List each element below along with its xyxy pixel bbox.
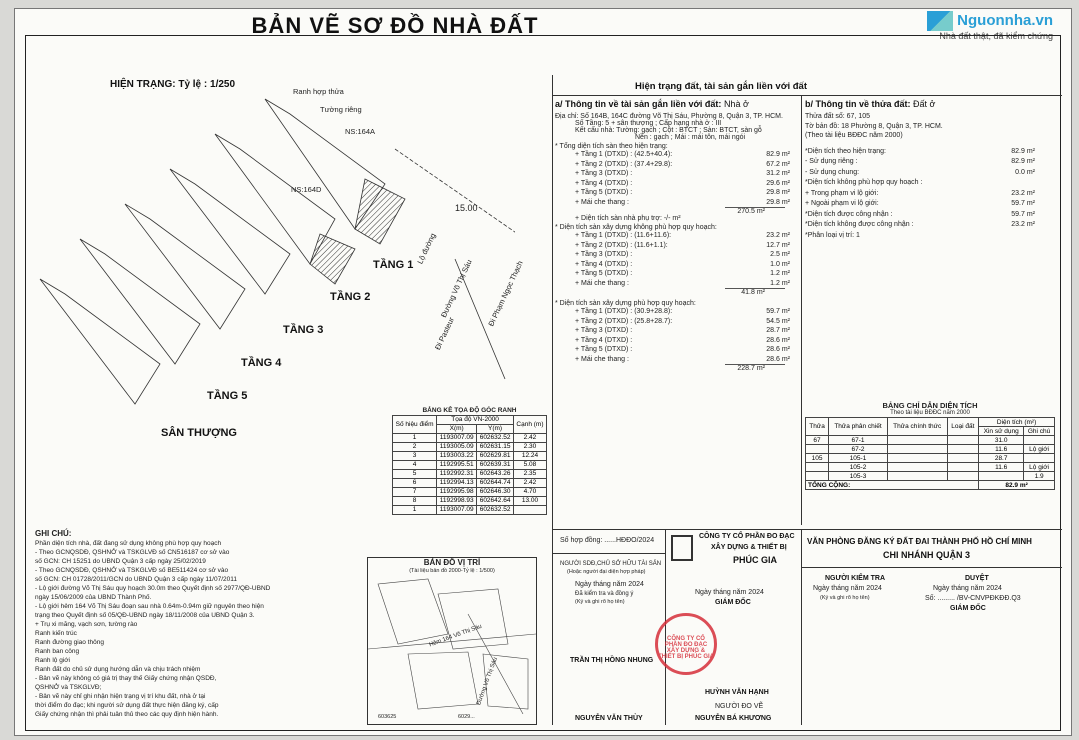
plan-floor5 xyxy=(80,239,200,364)
surveyor-name: NGUYỄN BÁ KHƯƠNG xyxy=(695,715,772,722)
s2-item-value: 12.7 m² xyxy=(766,241,790,249)
s2-item-label: + Tầng 5 (DTXD) : xyxy=(575,270,633,277)
coord-cell: 602644.74 xyxy=(477,478,514,487)
company-stamp xyxy=(655,613,717,675)
boundary-label: Ranh hợp thửa xyxy=(293,87,344,96)
b-area-label: *Phân loại vị trí: 1 xyxy=(805,231,860,239)
s3-item-label: + Tầng 1 (DTXD) : (30.9+28.8): xyxy=(575,308,673,315)
s3-item-label: + Tầng 2 (DTXD) : (25.8+28.7): xyxy=(575,317,673,325)
area-cell: 105 xyxy=(806,454,829,463)
s2-item-label: + Tầng 1 (DTXD) : (11.6+11.6): xyxy=(575,232,672,239)
plan-floor4 xyxy=(125,204,245,329)
s1-item xyxy=(555,169,790,179)
owner-1-name: TRẦN THỊ HỒNG NHUNG xyxy=(570,657,654,664)
s1-item-label: + Mái che thang : xyxy=(575,198,629,206)
area-cell xyxy=(979,472,1024,481)
company-logo-icon xyxy=(671,535,693,561)
b-area-label: - Sử dụng chung: xyxy=(805,168,860,176)
area-cell: 67-1 xyxy=(829,436,888,445)
note-line: QSHNỞ và TSKGLVĐ; xyxy=(35,683,102,691)
s3-item xyxy=(555,326,790,336)
owner-sign-title: NGƯỜI SDĐ,CHỦ SỞ HỮU TÀI SẢN xyxy=(560,561,662,567)
area-cell xyxy=(1024,454,1055,463)
company-director-title: GIÁM ĐỐC xyxy=(715,599,751,606)
b-area-item xyxy=(805,189,1035,200)
location-map-coord: 603625 xyxy=(378,714,397,720)
area-header-parcel: Thửa xyxy=(806,418,829,436)
owner-agree: Đã kiểm tra và đồng ý xyxy=(575,591,634,597)
area-cell: 11.6 xyxy=(979,445,1024,454)
coord-cell: 2.42 xyxy=(513,478,546,487)
note-line: - Theo GCNQSDĐ, QSHNỞ và TSKGLVĐ số CN516187 cơ sở vào xyxy=(35,548,230,556)
owner-agree-sub: (Ký và ghi rõ họ tên) xyxy=(575,599,625,605)
b-area-value: 82.9 m² xyxy=(1011,147,1035,155)
coord-row xyxy=(393,433,547,442)
right-header-rule xyxy=(552,95,1062,96)
area-header-type: Loại đất xyxy=(947,418,979,436)
address: Địa chỉ: Số 164B, 164C đường Võ Thị Sáu, Phường 8, Quận 3, TP. HCM. xyxy=(555,113,783,120)
street-label: Đường Võ Thị Sáu xyxy=(439,258,474,319)
coord-cell: 1192995.51 xyxy=(437,460,477,469)
approve-date: Ngày tháng năm 2024 xyxy=(933,585,1002,592)
coord-row xyxy=(393,460,547,469)
company-date: Ngày tháng năm 2024 xyxy=(695,589,764,596)
floor-4-label: TẦNG 4 xyxy=(241,357,282,369)
location-map-lane: Hẻm 164 Võ Thị Sáu xyxy=(428,623,483,649)
s3-item-label: + Mái che thang : xyxy=(575,355,629,363)
note-line: - Theo GCNQSDĐ, QSHNỞ và TSKGLVĐ số BE511424 cơ sở vào xyxy=(35,566,229,574)
coord-cell: 1193005.09 xyxy=(437,442,477,451)
s3-item xyxy=(555,345,790,355)
s1-item xyxy=(555,150,790,160)
b-area-value: 82.9 m² xyxy=(1011,158,1035,165)
office-rule xyxy=(801,567,1062,568)
note-line: Ranh kiến trúc xyxy=(35,629,77,637)
area-cell xyxy=(947,436,979,445)
notes-title: GHI CHÚ: xyxy=(35,529,72,538)
owner-sign-sub: (Hoặc người đại diện hợp pháp) xyxy=(567,569,646,575)
area-total: 82.9 m² xyxy=(979,481,1055,490)
coord-cell: 3 xyxy=(393,451,437,460)
note-line: - Bản vẽ này chỉ ghi nhận hiện trạng vị trí khu đất, nhà ở tại xyxy=(35,692,206,700)
location-map-title: BẢN ĐỒ VỊ TRÍ xyxy=(423,558,481,567)
location-map-coord-2: 6029... xyxy=(458,714,475,720)
approve-role: GIÁM ĐỐC xyxy=(950,605,986,612)
coord-cell: 12.24 xyxy=(513,451,546,460)
s1-item xyxy=(555,188,790,198)
b-area-value: 23.2 m² xyxy=(1011,221,1035,228)
s2-total: 41.8 m² xyxy=(725,288,785,296)
footer-divider-2 xyxy=(801,529,802,725)
s2-item xyxy=(555,269,790,279)
note-line: Phần diện tích nhà, đất đang sử dụng không phù hợp quy hoạch xyxy=(35,539,222,547)
s2-item xyxy=(555,250,790,260)
road-label: Lộ đường xyxy=(415,231,438,266)
note-line: - Lộ giới hẻm 164 Võ Thị Sáu đoạn sau nhà 0.64m-0.94m giữ nguyên theo hiện xyxy=(35,602,264,610)
coord-cell: 5 xyxy=(393,469,437,478)
coord-row xyxy=(393,505,547,514)
b-area-item xyxy=(805,199,1035,210)
s2-item-value: 2.5 m² xyxy=(770,251,790,258)
b-area-item xyxy=(805,220,1035,231)
coord-cell: 6 xyxy=(393,478,437,487)
coord-table xyxy=(392,407,547,515)
coord-cell: 1193007.09 xyxy=(437,433,477,442)
s2-item xyxy=(555,279,790,289)
s1-item xyxy=(555,160,790,170)
coord-header-y: Y(m) xyxy=(477,424,514,433)
structure-info: Kết cấu nhà: Tường: gạch ; Cột : BTCT ; Sàn: BTCT, sàn gỗ xyxy=(575,127,762,134)
s1-item-value: 29.6 m² xyxy=(766,179,790,187)
area-cell: 31.0 xyxy=(979,436,1024,445)
coord-cell: 2.35 xyxy=(513,469,546,478)
location-map xyxy=(367,557,537,725)
area-cell xyxy=(947,454,979,463)
area-cell xyxy=(947,472,979,481)
s3-item-value: 54.5 m² xyxy=(766,317,790,325)
company-line-3: PHÚC GIA xyxy=(733,555,778,565)
area-cell: 67 xyxy=(806,436,829,445)
coord-cell: 602643.26 xyxy=(477,469,514,478)
coord-row xyxy=(393,469,547,478)
footer-rule xyxy=(552,529,1062,530)
coord-cell: 602632.52 xyxy=(477,505,514,514)
floor-5-label: TẦNG 5 xyxy=(207,390,248,402)
s2-item-label: + Tầng 2 (DTXD) : (11.6+1.1): xyxy=(575,241,668,249)
coord-cell: 1192995.98 xyxy=(437,487,477,496)
s1-total: 270.5 m² xyxy=(725,207,785,215)
b-area-label: *Diện tích được công nhận : xyxy=(805,210,893,218)
note-line: ngày 15/06/2009 của UBND Thành Phố. xyxy=(35,593,152,601)
area-cell xyxy=(887,472,947,481)
area-table-title: BẢNG CHỈ DẪN DIỆN TÍCH xyxy=(882,401,978,410)
b-area-item xyxy=(805,178,1035,189)
area-cell xyxy=(887,463,947,472)
hatched-area-2 xyxy=(310,234,355,284)
area-row xyxy=(806,454,1055,463)
coord-cell: 602629.81 xyxy=(477,451,514,460)
street-label-2: Đi Phạm Ngọc Thạch xyxy=(486,259,525,328)
s3-title: * Diện tích sàn xây dựng phù hợp quy hoạch: xyxy=(555,300,696,307)
coord-header-edge: Cạnh (m) xyxy=(513,415,546,433)
area-header-use: Xin sử dụng xyxy=(979,427,1024,436)
coord-cell: 602646.30 xyxy=(477,487,514,496)
coord-cell: 602632.52 xyxy=(477,433,514,442)
b-area-item xyxy=(805,168,1035,179)
note-line: Ranh đường giao thông xyxy=(35,638,104,646)
drawing-sheet xyxy=(14,8,1072,736)
b-area-item xyxy=(805,157,1035,168)
approve-no: Số: ......... /BV-CNVPĐKĐĐ.Q3 xyxy=(925,595,1021,602)
s1-item-value: 31.2 m² xyxy=(766,170,790,177)
divider xyxy=(552,75,553,725)
office-title-1: VĂN PHÒNG ĐĂNG KÝ ĐẤT ĐAI THÀNH PHỐ HỒ CHÍ MINH xyxy=(807,537,1032,546)
note-line: trạng theo Quyết định số 05/QĐ-UBND ngày 18/11/2008 của UBND Quận 3. xyxy=(35,611,255,619)
aux-area: + Diện tích sàn nhà phụ trợ: -/- m² xyxy=(575,215,681,222)
scale-label: HIỆN TRẠNG: Tỷ lệ : 1/250 xyxy=(110,79,236,90)
s1-item-label: + Tầng 1 (DTXD) : (42.5+40.4): xyxy=(575,151,673,158)
coord-cell: 13.00 xyxy=(513,496,546,505)
coord-cell: 2.42 xyxy=(513,433,546,442)
coord-cell: 2.30 xyxy=(513,442,546,451)
section-b-title: b/ Thông tin về thửa đất: Đất ở xyxy=(805,99,936,109)
b-area-value: 23.2 m² xyxy=(1011,189,1035,197)
s3-item-label: + Tầng 4 (DTXD) : xyxy=(575,336,633,344)
company-line-1: CÔNG TY CỔ PHẦN ĐO ĐẠC xyxy=(699,533,795,540)
floor-plan-drawing xyxy=(35,89,515,439)
coord-row xyxy=(393,478,547,487)
s2-item xyxy=(555,260,790,270)
b-area-value: 59.7 m² xyxy=(1011,210,1035,218)
s3-total: 228.7 m² xyxy=(725,364,785,372)
s3-item-value: 28.6 m² xyxy=(766,355,790,363)
note-line: Ranh lộ giới xyxy=(35,656,70,664)
note-line: - Lộ giới đường Võ Thị Sáu quy hoạch 30.0m theo Quyết định số 2977/QĐ-UBND xyxy=(35,584,271,592)
s1-item-label: + Tầng 5 (DTXD) : xyxy=(575,189,633,196)
s2-item-value: 1.2 m² xyxy=(770,279,790,287)
area-header-split: Thửa phân chiết xyxy=(829,418,888,436)
floors-info: Số Tầng: 5 + sân thượng ; Cấp hạng nhà ở : III xyxy=(575,120,722,127)
s3-item xyxy=(555,355,790,365)
footer-owner-rule xyxy=(552,553,665,554)
b-area-item xyxy=(805,231,1035,242)
s1-item-value: 29.8 m² xyxy=(766,189,790,196)
surveyor-title: NGƯỜI ĐO VẼ xyxy=(715,703,764,710)
area-table xyxy=(805,401,1055,490)
private-wall-label: Tường riêng xyxy=(320,105,362,114)
coord-row xyxy=(393,487,547,496)
s1-item xyxy=(555,179,790,189)
hatched-area-1 xyxy=(355,179,405,244)
checker-date: Ngày tháng năm 2024 xyxy=(813,585,882,592)
coord-header-system: Tọa độ VN-2000 xyxy=(437,415,514,424)
floor-3-label: TẦNG 3 xyxy=(283,324,324,336)
b-line: Thửa đất số: 67, 105 xyxy=(805,113,871,120)
s2-item-label: + Tầng 4 (DTXD) : xyxy=(575,260,633,268)
b-area-label: *Diện tích theo hiện trạng: xyxy=(805,147,886,155)
s2-item xyxy=(555,241,790,251)
coord-header-x: X(m) xyxy=(437,424,477,433)
b-line: (Theo tài liệu BĐĐC năm 2000) xyxy=(805,132,903,139)
right-mid-divider xyxy=(801,95,802,525)
b-area-label: *Diện tích không phù hợp quy hoạch : xyxy=(805,179,923,186)
note-line: Giấy chứng nhận thì phải tuân thủ theo các quy định hiện hành. xyxy=(35,710,219,718)
director-name: HUỲNH VĂN HẠNH xyxy=(705,689,769,696)
location-map-street: Đường Võ Thị Sáu xyxy=(476,656,499,707)
area-row xyxy=(806,445,1055,454)
watermark-site: Nguonnha.vn xyxy=(957,11,1053,29)
stamp-text: CÔNG TY CỔ PHẦN ĐO ĐẠC XÂY DỰNG & THIẾT BỊ PHÚC GIA xyxy=(658,636,715,660)
coord-cell: 7 xyxy=(393,487,437,496)
section-a xyxy=(555,99,800,372)
s3-item xyxy=(555,336,790,346)
checker-sub: (Ký và ghi rõ họ tên) xyxy=(820,595,870,601)
coord-cell: 8 xyxy=(393,496,437,505)
s3-item-value: 59.7 m² xyxy=(766,308,790,315)
coord-cell: 1192998.93 xyxy=(437,496,477,505)
section-a-title: a/ Thông tin về tài sản gắn liền với đất: Nhà ở xyxy=(555,99,749,109)
area-cell xyxy=(947,445,979,454)
coord-table-title: BẢNG KÊ TỌA ĐỘ GÓC RANH xyxy=(422,407,517,414)
area-cell: 11.6 xyxy=(979,463,1024,472)
note-line: số GCN: CH 01728/2011/GCN do UBND Quận 3 cấp ngày 11/07/2011 xyxy=(35,575,237,583)
owner-date: Ngày tháng năm 2024 xyxy=(575,581,644,588)
note-line: Ranh đất do chủ sử dụng hướng dẫn và chịu trách nhiệm xyxy=(35,665,201,673)
ns164a-label: NS:164A xyxy=(345,127,376,136)
area-cell: 105-1 xyxy=(829,454,888,463)
s1-item-label: + Tầng 4 (DTXD) : xyxy=(575,179,633,187)
office-title-2: CHI NHÁNH QUẬN 3 xyxy=(883,550,971,560)
s2-title: * Diện tích sàn xây dựng không phù hợp quy hoạch: xyxy=(555,224,717,231)
right-header: Hiện trạng đất, tài sản gắn liền với đất xyxy=(635,81,807,92)
b-area-item xyxy=(805,147,1035,158)
area-total-label: TỔNG CỘNG: xyxy=(806,481,979,490)
area-header-note: Ghi chú xyxy=(1024,427,1055,436)
floor-1-label: TẦNG 1 xyxy=(373,259,414,271)
street-label-3: Đi Pasteur xyxy=(433,315,456,352)
s3-item xyxy=(555,317,790,327)
coord-cell: 1192994.13 xyxy=(437,478,477,487)
house-logo-icon xyxy=(927,11,953,31)
location-map-subtitle: (Tài liệu bản đồ 2000-Tỷ lệ : 1/500) xyxy=(409,567,495,574)
area-cell: 1.9 xyxy=(1024,472,1055,481)
section-b xyxy=(805,99,1055,241)
coord-cell: 4 xyxy=(393,460,437,469)
b-line: Tờ bản đồ: 18 Phường 8, Quận 3, TP. HCM. xyxy=(805,122,943,130)
area-cell: 28.7 xyxy=(979,454,1024,463)
s3-item-value: 28.7 m² xyxy=(766,327,790,334)
coord-cell: 1193003.22 xyxy=(437,451,477,460)
area-cell xyxy=(887,436,947,445)
note-line: thời điểm đo đạc; khi người sử dụng đất thực hiện đăng ký, cấp xyxy=(35,701,219,709)
owner-2-name: NGUYỄN VĂN THÙY xyxy=(575,715,643,722)
checker-title: NGƯỜI KIỂM TRA xyxy=(825,575,885,582)
note-line: + Trụ xi măng, vạch sơn, tường rào xyxy=(35,620,138,628)
s1-item-value: 82.9 m² xyxy=(766,151,790,158)
coord-row xyxy=(393,496,547,505)
area-header-area: Diện tích (m²) xyxy=(979,418,1055,427)
location-map-svg xyxy=(368,574,536,714)
coord-cell: 1192992.31 xyxy=(437,469,477,478)
coord-cell xyxy=(513,505,546,514)
b-area-label: - Sử dụng riêng : xyxy=(805,158,858,165)
s3-item-label: + Tầng 5 (DTXD) : xyxy=(575,346,633,353)
note-line: Ranh ban công xyxy=(35,647,80,655)
b-area-value: 59.7 m² xyxy=(1011,200,1035,207)
road-line xyxy=(395,149,515,239)
note-line: số GCN: CH 15251 do UBND Quận 3 cấp ngày 25/02/2019 xyxy=(35,557,206,565)
area-row xyxy=(806,436,1055,445)
area-cell xyxy=(806,445,829,454)
s2-item-value: 23.2 m² xyxy=(766,232,790,239)
coord-cell: 1193007.09 xyxy=(437,505,477,514)
b-area-item xyxy=(805,210,1035,221)
coord-cell: 1 xyxy=(393,505,437,514)
coord-cell: 602639.31 xyxy=(477,460,514,469)
b-area-value: 0.0 m² xyxy=(1015,168,1035,176)
page-title: BẢN VẼ SƠ ĐỒ NHÀ ĐẤT xyxy=(251,13,539,38)
b-area-label: + Trong phạm vi lộ giới: xyxy=(805,189,879,197)
s2-item-value: 1.2 m² xyxy=(770,270,790,277)
s2-item-value: 1.0 m² xyxy=(770,260,790,268)
s2-item-label: + Tầng 3 (DTXD) : xyxy=(575,251,633,258)
roof-info: Nền : gạch ; Mái : mái tôn, mái ngói xyxy=(635,134,746,141)
area-row xyxy=(806,472,1055,481)
s1-item xyxy=(555,198,790,208)
area-cell xyxy=(887,454,947,463)
area-cell: 105-3 xyxy=(829,472,888,481)
coord-header-point: Số hiệu điểm xyxy=(393,415,437,433)
coord-cell: 5.08 xyxy=(513,460,546,469)
coord-row xyxy=(393,451,547,460)
s1-item-value: 29.8 m² xyxy=(766,198,790,206)
s1-item-label: + Tầng 2 (DTXD) : (37.4+29.8): xyxy=(575,160,673,168)
area-cell xyxy=(887,445,947,454)
s1-title: * Tổng diện tích sàn theo hiện trạng: xyxy=(555,143,668,150)
coord-cell: 4.70 xyxy=(513,487,546,496)
area-cell xyxy=(1024,436,1055,445)
area-cell xyxy=(806,472,829,481)
s2-item-label: + Mái che thang : xyxy=(575,279,629,287)
plan-rooftop xyxy=(40,279,160,404)
area-header-official: Thửa chính thức xyxy=(887,418,947,436)
ns164d-label: NS:164D xyxy=(291,185,322,194)
coord-cell: 1 xyxy=(393,433,437,442)
note-line: - Bản vẽ này không có giá trị thay thế Giấy chứng nhận QSDĐ, xyxy=(35,674,217,682)
company-line-2: XÂY DỰNG & THIẾT BỊ xyxy=(711,544,787,551)
notes-block xyxy=(35,529,365,719)
area-cell: 67-2 xyxy=(829,445,888,454)
coord-cell: 602631.15 xyxy=(477,442,514,451)
s3-item-label: + Tầng 3 (DTXD) : xyxy=(575,327,633,334)
area-table-subtitle: Theo tài liệu BĐĐC năm 2000 xyxy=(890,410,970,416)
s2-item xyxy=(555,231,790,241)
s1-item-label: + Tầng 3 (DTXD) : xyxy=(575,170,633,177)
watermark-slogan: Nhà đất thật, đã kiểm chứng xyxy=(939,31,1053,41)
area-row xyxy=(806,463,1055,472)
coord-cell: 602642.64 xyxy=(477,496,514,505)
s3-item-value: 28.6 m² xyxy=(766,336,790,344)
area-cell xyxy=(806,463,829,472)
area-cell: Lộ giới xyxy=(1024,463,1055,472)
area-cell xyxy=(947,463,979,472)
s3-item xyxy=(555,307,790,317)
road-width-label: 15.00 xyxy=(455,203,478,213)
s1-item-value: 67.2 m² xyxy=(766,160,790,168)
floor-2-label: TẦNG 2 xyxy=(330,291,371,303)
coord-row xyxy=(393,442,547,451)
area-cell: Lộ giới xyxy=(1024,445,1055,454)
s3-item-value: 28.6 m² xyxy=(766,346,790,353)
area-cell: 105-2 xyxy=(829,463,888,472)
plan-floor3 xyxy=(170,169,290,294)
b-area-label: *Diện tích không được công nhận : xyxy=(805,221,914,228)
contract-no: Số hợp đồng: ......HĐĐO/2024 xyxy=(560,537,655,544)
coord-cell: 2 xyxy=(393,442,437,451)
rooftop-label: SÂN THƯỢNG xyxy=(161,427,237,439)
b-area-label: + Ngoài phạm vi lộ giới: xyxy=(805,200,879,207)
approve-title: DUYỆT xyxy=(965,575,989,582)
